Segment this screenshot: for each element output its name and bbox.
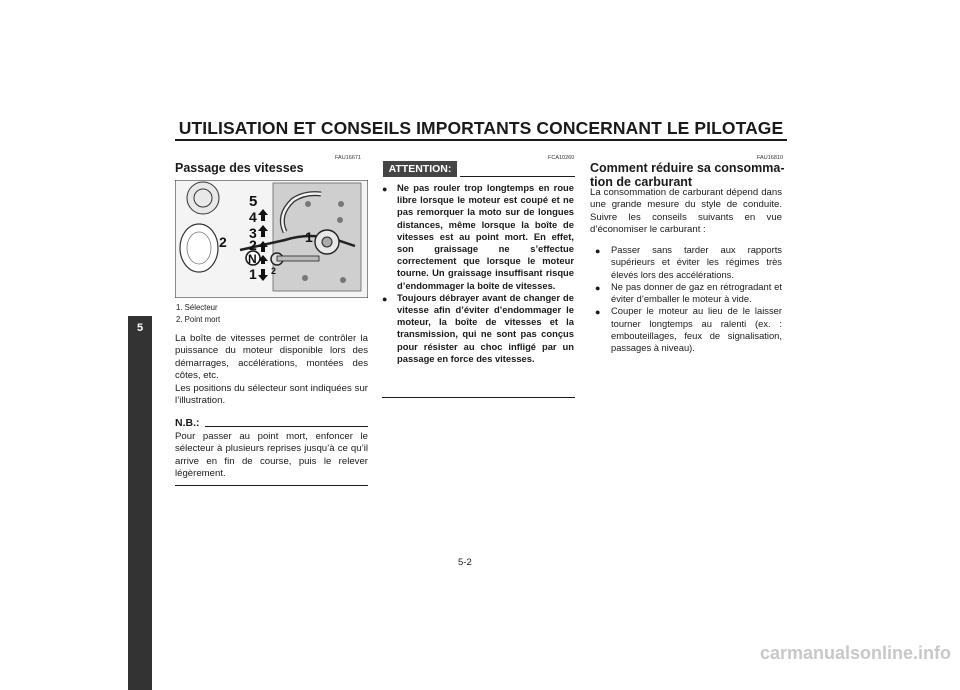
watermark-footer: carmanualsonline.info [760, 643, 952, 663]
list-item [592, 281, 782, 306]
figure-label-neutral: N [248, 252, 257, 266]
attention-bottom-rule [382, 397, 575, 398]
bullet-text: Passer sans tarder aux rapports supérieurs et éviter les régimes très élevés lors des accélérations. [611, 244, 782, 280]
figure-label-gear-4: 4 [249, 209, 257, 225]
figure-label-gear-3: 3 [249, 225, 257, 241]
caption-neutral: 2. Point mort [176, 315, 221, 324]
attention-label: ATTENTION: [383, 161, 457, 177]
nb-label: N.B.: [175, 417, 200, 429]
attention-list [382, 182, 574, 365]
bullet-text: Toujours débrayer avant de changer de vitesse afin d’éviter d’endommager le moteur, la boîte de vitesses et la transmission, qui ne sont pas conçus pour résister au choc infligé par un passage en force des vitesses. [397, 291, 574, 364]
nb-text: Pour passer au point mort, enfoncer le sélecteur à plusieurs reprises jusqu’à ce qu’il arrive en fin de course, puis le relever légèrement. [175, 431, 368, 480]
figure-label-gear-5: 5 [249, 193, 258, 210]
page-header: UTILISATION ET CONSEILS IMPORTANTS CONCERNANT LE PILOTAGE [178, 118, 784, 138]
paragraph: La boîte de vitesses permet de contrôler la puissance du moteur disponible lors des démarrages, accélérations, montées des côtes, etc. [175, 333, 368, 382]
section-title-fuel-line2: tion de carburant [590, 175, 693, 189]
gearshift-illustration [175, 180, 368, 298]
list-item [592, 244, 782, 281]
gearshift-text [175, 333, 368, 407]
bullet-text: Ne pas rouler trop longtemps en roue libre lorsque le moteur est coupé et ne pas remorquer la moto sur de longues distances, même lorsque la boîte de vitesses est au point mort. En effet, son graissage ne s’effectue correctement que lorsque le moteur tourne. Un graissage insuffisant risque d’endommager la boîte de vitesses. [397, 182, 574, 291]
figure-callout-2-bottom: 2 [271, 266, 277, 276]
paragraph: Les positions du sélecteur sont indiquées sur l’illustration. [175, 382, 368, 407]
bullet-text: Couper le moteur au lieu de le laisser tourner longtemps au ralenti (ex. : embouteillages, feux de signalisation, passages à niveau). [611, 305, 782, 354]
bullet-icon: ● [382, 293, 388, 304]
bullet-icon: ● [382, 184, 388, 194]
section-code: FAU16671 [335, 155, 361, 161]
attention-top-rule [460, 176, 575, 177]
figure-label-gear-1: 1 [249, 266, 257, 282]
bullet-icon: ● [595, 282, 601, 293]
nb-bottom-rule [175, 485, 368, 486]
bullet-icon: ● [595, 307, 601, 318]
list-item [382, 182, 574, 292]
fuel-tips-list [592, 244, 782, 355]
caption-selector: 1. Sélecteur [176, 303, 218, 312]
chapter-tab [128, 316, 152, 690]
section-title-gearshift: Passage des vitesses [175, 161, 304, 175]
fuel-intro: La consommation de carburant dépend dans une grande mesure du style de conduite. Suivre les conseils suivants en vue d’économiser le carburant : [590, 187, 782, 236]
section-title-fuel-line1: Comment réduire sa consomma- [590, 161, 785, 175]
figure-callout-1: 1 [305, 229, 313, 245]
chapter-number: 5 [136, 322, 144, 334]
header-rule [175, 139, 787, 141]
figure-callout-2-left: 2 [219, 234, 227, 250]
bullet-icon: ● [595, 246, 601, 256]
nb-top-rule [205, 426, 368, 427]
list-item [382, 292, 574, 365]
section-code: FAU16810 [757, 155, 783, 161]
figure-label-gear-2: 2 [249, 237, 257, 253]
page-number: 5-2 [458, 557, 472, 568]
list-item [592, 305, 782, 354]
bullet-text: Ne pas donner de gaz en rétrogradant et éviter d’emballer le moteur à vide. [611, 280, 782, 305]
section-code: FCA10260 [548, 155, 575, 161]
